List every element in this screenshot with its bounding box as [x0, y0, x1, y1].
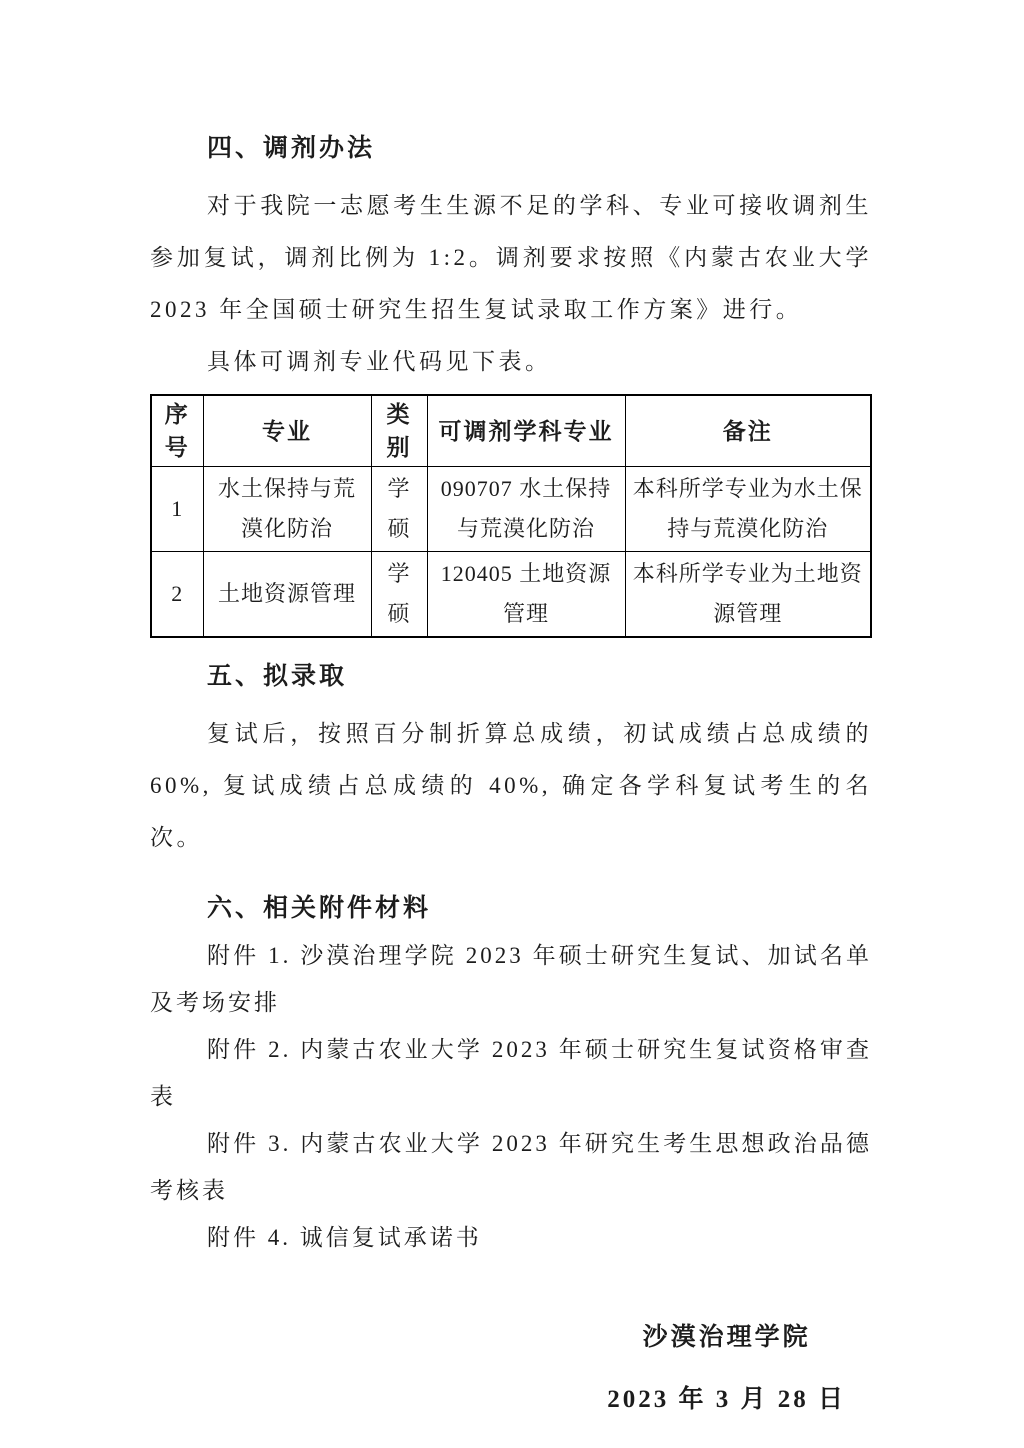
table-row	[151, 552, 871, 638]
section-heading-six: 六、相关附件材料	[207, 894, 432, 922]
table-header-row	[151, 395, 871, 467]
transfer-table-container	[150, 394, 872, 638]
cell-major: 水土保持与荒漠化防治	[203, 467, 371, 552]
attachment-item-2: 附件 2. 内蒙古农业大学 2023 年硕士研究生复试资格审查表	[150, 1037, 872, 1109]
transfer-majors-table	[150, 394, 872, 638]
cell-category: 学硕	[371, 552, 427, 638]
attachment-item-1: 附件 1. 沙漠治理学院 2023 年硕士研究生复试、加试名单及考场安排	[150, 943, 872, 1015]
table-row	[151, 467, 871, 552]
paragraph-table-intro: 具体可调剂专业代码见下表。	[207, 349, 552, 374]
column-header-transferable: 可调剂学科专业	[427, 395, 625, 467]
attachment-list	[150, 932, 872, 1261]
column-header-remark: 备注	[625, 395, 871, 467]
cell-index: 1	[151, 467, 203, 552]
column-header-major: 专业	[203, 395, 371, 467]
signature-block	[607, 1321, 846, 1417]
paragraph-admission-scoring: 复试后，按照百分制折算总成绩，初试成绩占总成绩的 60%, 复试成绩占总成绩的 40%, 确定各学科复试考生的名次。	[150, 721, 872, 850]
cell-remark: 本科所学专业为土地资源管理	[625, 552, 871, 638]
signature-date: 2023 年 3 月 28 日	[607, 1386, 846, 1413]
cell-transferable: 090707 水土保持与荒漠化防治	[427, 467, 625, 552]
column-header-index: 序号	[151, 395, 203, 467]
cell-transferable: 120405 土地资源管理	[427, 552, 625, 638]
cell-category: 学硕	[371, 467, 427, 552]
column-header-category: 类别	[371, 395, 427, 467]
attachment-item-4: 附件 4. 诚信复试承诺书	[207, 1225, 482, 1250]
cell-major: 土地资源管理	[203, 552, 371, 638]
cell-index: 2	[151, 552, 203, 638]
section-heading-four: 四、调剂办法	[207, 134, 376, 162]
section-heading-five: 五、拟录取	[207, 662, 348, 690]
cell-remark: 本科所学专业为水土保持与荒漠化防治	[625, 467, 871, 552]
signature-organization: 沙漠治理学院	[642, 1324, 811, 1351]
paragraph-transfer-policy: 对于我院一志愿考生生源不足的学科、专业可接收调剂生参加复试，调剂比例为 1:2。调剂要求按照《内蒙古农业大学 2023 年全国硕士研究生招生复试录取工作方案》进行。	[150, 193, 872, 322]
attachment-item-3: 附件 3. 内蒙古农业大学 2023 年研究生考生思想政治品德考核表	[150, 1131, 872, 1203]
